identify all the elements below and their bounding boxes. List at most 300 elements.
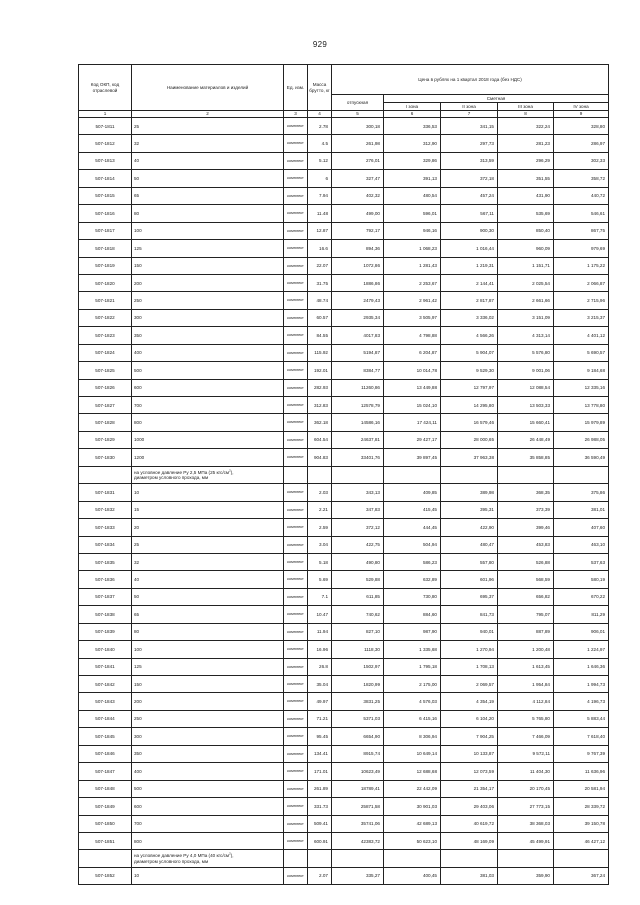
row-mass: 6	[308, 170, 332, 187]
row-price-zone-2: 695,37	[441, 588, 498, 605]
row-mass: 11.94	[308, 623, 332, 640]
table-row	[79, 745, 609, 762]
row-price-zone-1: 15 024,10	[384, 397, 441, 414]
row-code: 507-1829	[79, 431, 132, 448]
row-name: 50	[132, 588, 284, 605]
row-price-otpusk: 276,01	[332, 152, 384, 169]
row-price-otpusk: 18789,41	[332, 780, 384, 797]
table-row	[79, 763, 609, 780]
row-mass: 2.03	[308, 484, 332, 501]
empty-cell	[441, 850, 498, 867]
row-unit: комплект	[284, 710, 308, 727]
row-code: 507-1836	[79, 571, 132, 588]
row-mass: 331.73	[308, 798, 332, 815]
row-code: 507-1818	[79, 240, 132, 257]
row-unit: комплект	[284, 484, 308, 501]
row-price-zone-2: 48 169,09	[441, 832, 498, 849]
row-price-zone-3: 399,46	[498, 519, 554, 536]
row-name: 200	[132, 274, 284, 291]
row-price-zone-1: 336,53	[384, 118, 441, 135]
row-code: 507-1838	[79, 606, 132, 623]
row-price-zone-1: 2 961,42	[384, 292, 441, 309]
row-unit: комплект	[284, 327, 308, 344]
row-price-zone-1: 29 427,17	[384, 431, 441, 448]
row-code: 507-1849	[79, 798, 132, 815]
header-price-group: Цена в рублях на 1 квартал 2018 года (без НДС)	[332, 65, 609, 95]
row-mass: 4.5	[308, 135, 332, 152]
table-row	[79, 606, 609, 623]
table-row	[79, 257, 609, 274]
row-code: 507-1840	[79, 641, 132, 658]
row-price-otpusk: 372,12	[332, 519, 384, 536]
table-row	[79, 815, 609, 832]
row-price-zone-1: 3 505,97	[384, 309, 441, 326]
row-mass: 48.74	[308, 292, 332, 309]
row-price-otpusk: 1118,30	[332, 641, 384, 658]
table-row	[79, 832, 609, 849]
row-name: 40	[132, 571, 284, 588]
empty-cell	[332, 850, 384, 867]
column-number: 5	[332, 111, 384, 118]
empty-cell	[384, 850, 441, 867]
row-price-zone-3: 281,23	[498, 135, 554, 152]
empty-cell	[332, 466, 384, 483]
row-price-zone-3: 1 613,45	[498, 658, 554, 675]
row-price-zone-3: 887,89	[498, 623, 554, 640]
table-row	[79, 867, 609, 884]
row-price-zone-3: 795,07	[498, 606, 554, 623]
row-price-zone-1: 400,45	[384, 867, 441, 884]
row-price-otpusk: 422,75	[332, 536, 384, 553]
row-name: 125	[132, 658, 284, 675]
row-price-zone-1: 987,90	[384, 623, 441, 640]
row-price-zone-4: 7 618,40	[554, 728, 609, 745]
row-price-zone-2: 480,47	[441, 536, 498, 553]
table-row	[79, 693, 609, 710]
row-price-zone-3: 11 404,30	[498, 763, 554, 780]
header-zone-4: IV зона	[554, 103, 609, 111]
row-price-zone-1: 409,85	[384, 484, 441, 501]
table-row	[79, 327, 609, 344]
table-body	[79, 118, 609, 885]
row-price-zone-1: 415,45	[384, 501, 441, 518]
row-mass: 10.47	[308, 606, 332, 623]
row-unit: комплект	[284, 867, 308, 884]
empty-cell	[308, 850, 332, 867]
row-mass: 84.55	[308, 327, 332, 344]
row-price-zone-2: 12 797,97	[441, 379, 498, 396]
row-price-zone-2: 3 336,02	[441, 309, 498, 326]
row-price-zone-4: 358,72	[554, 170, 609, 187]
row-code: 507-1839	[79, 623, 132, 640]
row-price-zone-1: 480,54	[384, 187, 441, 204]
row-price-zone-4: 20 581,94	[554, 780, 609, 797]
row-code: 507-1826	[79, 379, 132, 396]
row-price-zone-2: 6 104,20	[441, 710, 498, 727]
row-price-zone-4: 2 715,96	[554, 292, 609, 309]
row-price-otpusk: 12578,79	[332, 397, 384, 414]
column-number: 8	[498, 111, 554, 118]
row-price-zone-1: 391,13	[384, 170, 441, 187]
row-price-otpusk: 5371,03	[332, 710, 384, 727]
row-price-otpusk: 42383,72	[332, 832, 384, 849]
row-price-otpusk: 8384,77	[332, 362, 384, 379]
row-name: 100	[132, 222, 284, 239]
row-code: 507-1830	[79, 449, 132, 466]
row-price-zone-3: 3 151,09	[498, 309, 554, 326]
row-price-zone-1: 50 623,10	[384, 832, 441, 849]
row-name: 150	[132, 676, 284, 693]
row-unit: комплект	[284, 431, 308, 448]
row-price-zone-4: 367,24	[554, 867, 609, 884]
row-price-otpusk: 2935,34	[332, 309, 384, 326]
row-unit: комплект	[284, 658, 308, 675]
table-row	[79, 152, 609, 169]
row-price-zone-2: 28 000,65	[441, 431, 498, 448]
row-name: 25	[132, 118, 284, 135]
row-price-zone-3: 373,39	[498, 501, 554, 518]
table-row	[79, 414, 609, 431]
row-price-zone-4: 537,63	[554, 553, 609, 570]
row-price-zone-3: 2 661,66	[498, 292, 554, 309]
row-price-zone-2: 37 963,38	[441, 449, 498, 466]
section-title-line2: диаметром условного прохода, мм	[134, 474, 209, 480]
row-price-zone-2: 372,18	[441, 170, 498, 187]
row-price-zone-3: 38 368,03	[498, 815, 554, 832]
row-price-zone-1: 946,16	[384, 222, 441, 239]
row-price-zone-4: 670,22	[554, 588, 609, 605]
row-name: 300	[132, 728, 284, 745]
row-code: 507-1823	[79, 327, 132, 344]
row-unit: комплект	[284, 205, 308, 222]
row-mass: 71.21	[308, 710, 332, 727]
header-zone-3: III зона	[498, 103, 554, 111]
section-code-cell	[79, 850, 132, 867]
row-name: 700	[132, 815, 284, 832]
row-price-otpusk: 5194,87	[332, 344, 384, 361]
row-price-zone-2: 4 354,19	[441, 693, 498, 710]
row-price-zone-3: 4 112,84	[498, 693, 554, 710]
row-price-zone-4: 1 175,22	[554, 257, 609, 274]
row-unit: комплект	[284, 414, 308, 431]
section-title	[132, 466, 284, 483]
row-price-zone-3: 850,40	[498, 222, 554, 239]
row-price-otpusk: 1886,86	[332, 274, 384, 291]
row-name: 700	[132, 397, 284, 414]
row-mass: 362.18	[308, 414, 332, 431]
row-price-zone-4: 811,29	[554, 606, 609, 623]
row-name: 350	[132, 327, 284, 344]
row-price-zone-1: 10 649,14	[384, 745, 441, 762]
row-unit: комплект	[284, 449, 308, 466]
table-row	[79, 658, 609, 675]
row-unit: комплект	[284, 780, 308, 797]
row-code: 507-1814	[79, 170, 132, 187]
row-price-otpusk: 347,83	[332, 501, 384, 518]
row-mass: 171.01	[308, 763, 332, 780]
row-price-otpusk: 740,62	[332, 606, 384, 623]
row-price-zone-4: 13 778,80	[554, 397, 609, 414]
row-code: 507-1820	[79, 274, 132, 291]
row-unit: комплект	[284, 676, 308, 693]
row-price-zone-2: 341,15	[441, 118, 498, 135]
table-row	[79, 798, 609, 815]
row-price-zone-3: 7 466,09	[498, 728, 554, 745]
row-price-zone-3: 27 773,15	[498, 798, 554, 815]
empty-cell	[284, 850, 308, 867]
row-price-zone-2: 21 354,17	[441, 780, 498, 797]
table-header	[79, 65, 609, 118]
row-unit: комплект	[284, 257, 308, 274]
row-price-zone-2: 10 133,87	[441, 745, 498, 762]
row-code: 507-1821	[79, 292, 132, 309]
row-price-zone-2: 313,59	[441, 152, 498, 169]
row-price-zone-2: 29 403,06	[441, 798, 498, 815]
row-code: 507-1827	[79, 397, 132, 414]
row-price-zone-1: 42 689,13	[384, 815, 441, 832]
header-zone-2: II зона	[441, 103, 498, 111]
row-price-zone-3: 45 499,91	[498, 832, 554, 849]
row-unit: комплект	[284, 536, 308, 553]
row-price-zone-1: 39 897,45	[384, 449, 441, 466]
row-price-zone-2: 1 219,31	[441, 257, 498, 274]
row-price-zone-1: 884,60	[384, 606, 441, 623]
row-price-zone-3: 453,83	[498, 536, 554, 553]
row-price-zone-2: 297,73	[441, 135, 498, 152]
row-price-zone-3: 296,29	[498, 152, 554, 169]
section-title-sup: 2	[229, 851, 231, 856]
row-price-zone-4: 328,80	[554, 118, 609, 135]
table-row	[79, 379, 609, 396]
row-code: 507-1824	[79, 344, 132, 361]
row-price-zone-1: 2 175,00	[384, 676, 441, 693]
table-row	[79, 588, 609, 605]
table-row	[79, 780, 609, 797]
row-price-zone-2: 2 069,57	[441, 676, 498, 693]
row-price-zone-4: 979,69	[554, 240, 609, 257]
row-price-zone-1: 12 688,68	[384, 763, 441, 780]
row-mass: 7.94	[308, 187, 332, 204]
row-price-zone-1: 6 415,16	[384, 710, 441, 727]
empty-cell	[498, 850, 554, 867]
table-row	[79, 362, 609, 379]
row-price-zone-2: 1 016,44	[441, 240, 498, 257]
row-code: 507-1835	[79, 553, 132, 570]
row-name: 200	[132, 693, 284, 710]
row-price-zone-2: 16 579,46	[441, 414, 498, 431]
row-price-zone-3: 15 660,41	[498, 414, 554, 431]
empty-cell	[554, 466, 609, 483]
header-unit: Ед. изм.	[284, 65, 308, 111]
row-price-zone-2: 5 904,07	[441, 344, 498, 361]
row-price-otpusk: 10623,49	[332, 763, 384, 780]
row-price-zone-4: 3 215,37	[554, 309, 609, 326]
row-price-zone-3: 656,82	[498, 588, 554, 605]
row-name: 32	[132, 135, 284, 152]
row-price-zone-2: 389,98	[441, 484, 498, 501]
row-code: 507-1850	[79, 815, 132, 832]
column-number: 7	[441, 111, 498, 118]
row-price-zone-2: 567,11	[441, 205, 498, 222]
row-price-zone-4: 1 994,73	[554, 676, 609, 693]
row-name: 32	[132, 553, 284, 570]
column-number: 9	[554, 111, 609, 118]
table-row	[79, 710, 609, 727]
row-code: 507-1813	[79, 152, 132, 169]
row-price-zone-3: 26 448,49	[498, 431, 554, 448]
row-mass: 3.04	[308, 536, 332, 553]
row-name: 20	[132, 519, 284, 536]
row-mass: 904.83	[308, 449, 332, 466]
row-price-otpusk: 529,88	[332, 571, 384, 588]
row-mass: 600.91	[308, 832, 332, 849]
row-code: 507-1851	[79, 832, 132, 849]
row-unit: комплект	[284, 397, 308, 414]
row-price-zone-1: 1 795,18	[384, 658, 441, 675]
row-name: 800	[132, 414, 284, 431]
section-title-end: ),	[230, 853, 234, 859]
header-smetnaya: Сметная	[384, 95, 609, 103]
row-price-zone-4: 36 590,49	[554, 449, 609, 466]
row-mass: 16.6	[308, 240, 332, 257]
header-code: Код ОКП, код отраслевой	[79, 65, 132, 111]
row-price-zone-3: 20 170,45	[498, 780, 554, 797]
section-title-end: ),	[230, 469, 234, 475]
row-code: 507-1844	[79, 710, 132, 727]
row-price-zone-2: 457,24	[441, 187, 498, 204]
row-price-zone-2: 900,30	[441, 222, 498, 239]
row-code: 507-1845	[79, 728, 132, 745]
row-mass: 312.83	[308, 397, 332, 414]
row-price-zone-2: 4 566,26	[441, 327, 498, 344]
section-title	[132, 850, 284, 867]
row-name: 600	[132, 379, 284, 396]
row-name: 65	[132, 606, 284, 623]
row-price-zone-4: 1 646,36	[554, 658, 609, 675]
row-price-zone-4: 11 636,96	[554, 763, 609, 780]
table-row	[79, 676, 609, 693]
table-row	[79, 728, 609, 745]
row-price-zone-4: 580,19	[554, 571, 609, 588]
table-row	[79, 118, 609, 135]
row-price-zone-4: 15 979,89	[554, 414, 609, 431]
row-mass: 95.45	[308, 728, 332, 745]
row-price-otpusk: 300,18	[332, 118, 384, 135]
row-price-zone-3: 368,35	[498, 484, 554, 501]
row-price-zone-4: 867,75	[554, 222, 609, 239]
row-price-zone-3: 13 503,33	[498, 397, 554, 414]
row-price-zone-2: 395,31	[441, 501, 498, 518]
row-price-otpusk: 25871,58	[332, 798, 384, 815]
row-mass: 16.96	[308, 641, 332, 658]
column-numbers-row	[79, 111, 609, 118]
row-price-zone-3: 5 765,80	[498, 710, 554, 727]
table-row	[79, 135, 609, 152]
row-price-zone-2: 1 708,13	[441, 658, 498, 675]
row-price-zone-4: 463,10	[554, 536, 609, 553]
row-price-zone-1: 6 204,87	[384, 344, 441, 361]
row-price-zone-1: 4 576,03	[384, 693, 441, 710]
row-name: 10	[132, 484, 284, 501]
row-unit: комплект	[284, 309, 308, 326]
row-price-zone-4: 46 427,12	[554, 832, 609, 849]
row-mass: 12.87	[308, 222, 332, 239]
row-price-zone-3: 2 025,54	[498, 274, 554, 291]
row-mass: 2.07	[308, 867, 332, 884]
row-name: 80	[132, 623, 284, 640]
section-row	[79, 466, 609, 483]
row-name: 600	[132, 798, 284, 815]
row-price-zone-4: 5 690,57	[554, 344, 609, 361]
row-name: 400	[132, 344, 284, 361]
row-price-otpusk: 1502,97	[332, 658, 384, 675]
table-row	[79, 623, 609, 640]
row-code: 507-1837	[79, 588, 132, 605]
row-price-zone-3: 9 572,11	[498, 745, 554, 762]
row-code: 507-1843	[79, 693, 132, 710]
row-mass: 2.59	[308, 519, 332, 536]
row-unit: комплект	[284, 641, 308, 658]
row-mass: 7.1	[308, 588, 332, 605]
row-unit: комплект	[284, 553, 308, 570]
section-code-cell	[79, 466, 132, 483]
row-mass: 134.41	[308, 745, 332, 762]
row-price-zone-4: 302,33	[554, 152, 609, 169]
row-mass: 22.07	[308, 257, 332, 274]
row-code: 507-1811	[79, 118, 132, 135]
row-price-zone-4: 906,01	[554, 623, 609, 640]
row-mass: 282.93	[308, 379, 332, 396]
row-price-zone-4: 28 339,72	[554, 798, 609, 815]
row-price-zone-3: 35 858,85	[498, 449, 554, 466]
row-name: 250	[132, 710, 284, 727]
row-name: 100	[132, 641, 284, 658]
section-title-sup: 2	[229, 468, 231, 473]
row-mass: 5.69	[308, 571, 332, 588]
table-row	[79, 240, 609, 257]
column-number: 3	[284, 111, 308, 118]
row-price-zone-4: 286,97	[554, 135, 609, 152]
row-code: 507-1834	[79, 536, 132, 553]
row-price-zone-1: 1 335,68	[384, 641, 441, 658]
row-name: 150	[132, 257, 284, 274]
row-unit: комплект	[284, 240, 308, 257]
row-price-zone-2: 12 073,59	[441, 763, 498, 780]
row-price-zone-1: 730,80	[384, 588, 441, 605]
row-price-zone-4: 39 150,78	[554, 815, 609, 832]
row-price-zone-3: 526,88	[498, 553, 554, 570]
row-mass: 49.97	[308, 693, 332, 710]
row-mass: 604.54	[308, 431, 332, 448]
row-price-zone-3: 431,90	[498, 187, 554, 204]
section-title-text: на условное давление Ру 4,0 МПа (40 кгс/см	[134, 853, 230, 859]
row-unit: комплект	[284, 222, 308, 239]
row-mass: 60.57	[308, 309, 332, 326]
empty-cell	[308, 466, 332, 483]
row-unit: комплект	[284, 379, 308, 396]
row-price-zone-1: 312,90	[384, 135, 441, 152]
row-price-otpusk: 3831,25	[332, 693, 384, 710]
row-name: 65	[132, 187, 284, 204]
row-mass: 261.89	[308, 780, 332, 797]
row-price-otpusk: 499,00	[332, 205, 384, 222]
header-name: Наименование материалов и изделий	[132, 65, 284, 111]
row-name: 80	[132, 205, 284, 222]
row-unit: комплект	[284, 623, 308, 640]
row-unit: комплект	[284, 118, 308, 135]
row-code: 507-1819	[79, 257, 132, 274]
row-price-zone-1: 22 442,09	[384, 780, 441, 797]
